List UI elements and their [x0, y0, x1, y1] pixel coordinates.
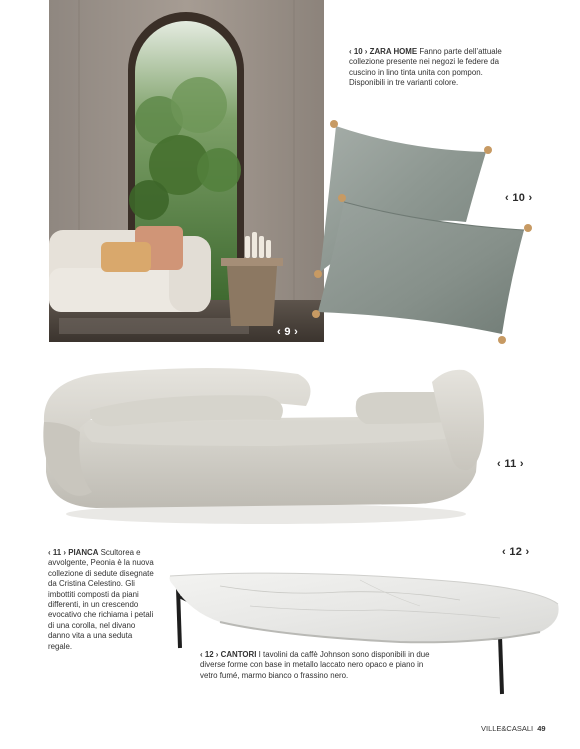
- caption-10: [349, 47, 519, 89]
- caption-12: [200, 650, 440, 681]
- item-10-tag: ‹ 10 ›: [505, 192, 533, 204]
- item-9-tag: ‹ 9 ›: [277, 326, 299, 338]
- page-footer: [481, 724, 546, 733]
- caption-11-brand: PIANCA: [68, 548, 99, 557]
- item-11-tag: ‹ 11 ›: [497, 458, 524, 470]
- caption-10-number: ‹ 10 ›: [349, 47, 368, 56]
- cushions-photo: [296, 112, 541, 358]
- caption-11: [48, 548, 156, 652]
- sofa-photo: [36, 362, 492, 528]
- caption-10-brand: ZARA HOME: [369, 47, 418, 56]
- interior-photo: [49, 0, 324, 342]
- caption-10-text: Fanno parte dell’attuale collezione presente nei negozi le federe da cuscino in lino tinta unita con pompon. Disponibili in tre varianti colore.: [349, 47, 502, 88]
- interior-illustration: [49, 0, 324, 342]
- caption-12-text: I tavolini da caffè Johnson sono disponibili in due diverse forme con base in metallo laccato nero opaco e piano in vetro fumé, marmo bianco o frassino nero.: [200, 650, 430, 680]
- caption-11-text: Scultorea e avvolgente, Peonia è la nuova collezione di sedute disegnate da Cristina Celestino. Gli imbottiti composti da piani differenti, in un crescendo evocativo che richiama i petali di una corolla, nel divano danno vita a una seduta regale.: [48, 548, 154, 651]
- caption-12-brand: CANTORI: [220, 650, 257, 659]
- caption-11-number: ‹ 11 ›: [48, 548, 66, 557]
- page-number: 49: [537, 724, 546, 733]
- item-12-tag: ‹ 12 ›: [502, 546, 530, 558]
- caption-12-number: ‹ 12 ›: [200, 650, 219, 659]
- magazine-name: VILLE&CASALI: [481, 724, 534, 733]
